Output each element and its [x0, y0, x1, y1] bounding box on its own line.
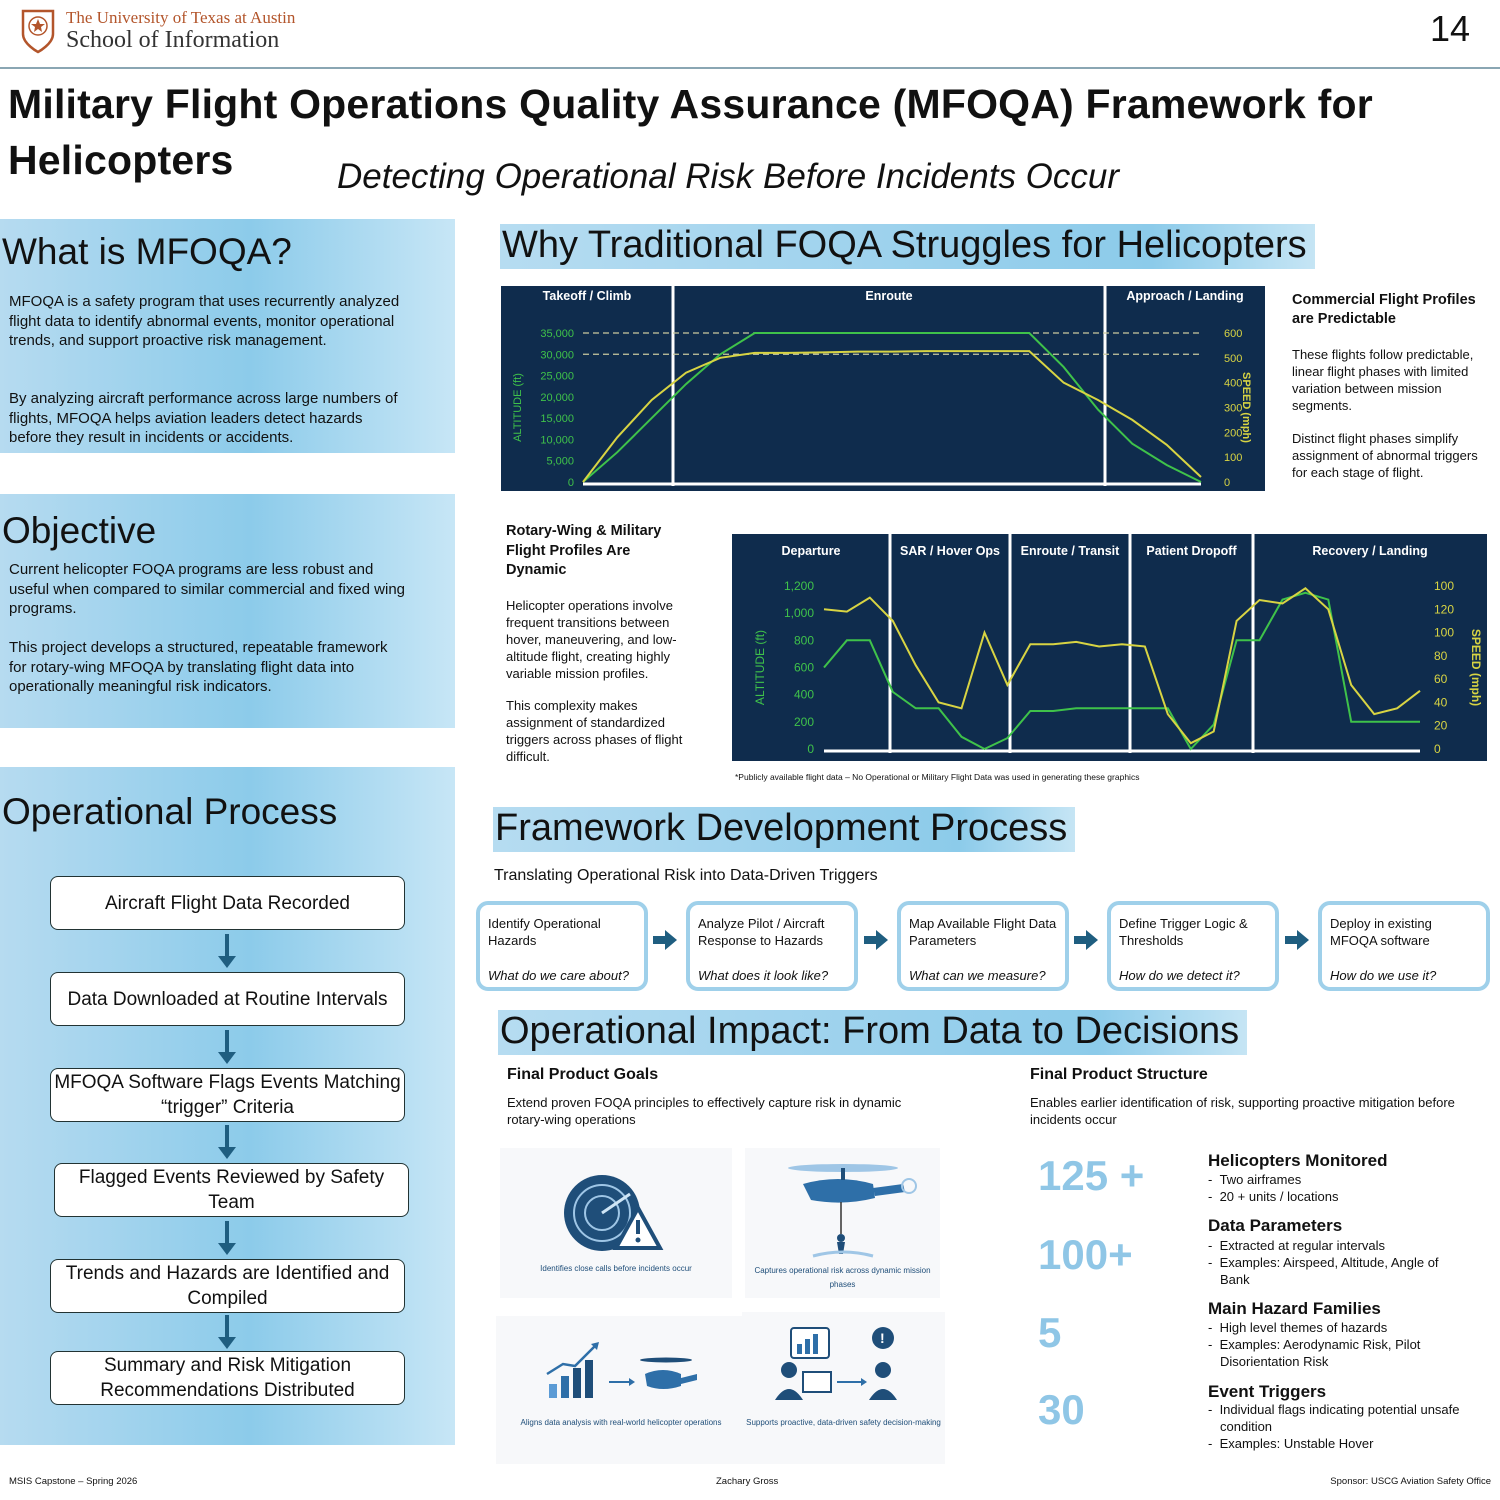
- stat-number: 5: [1038, 1309, 1062, 1356]
- framework-step: [686, 901, 858, 991]
- framework-step-question: How do we use it?: [1330, 968, 1437, 983]
- framework-step: [1107, 901, 1279, 991]
- y-tick-label: 35,000: [540, 328, 574, 340]
- framework-step-question: How do we detect it?: [1119, 968, 1240, 983]
- stat-item: - Extracted at regular intervals: [1208, 1238, 1386, 1253]
- structure-text: Enables earlier identification of risk, supporting proactive mitigation before incidents occur: [1030, 1095, 1455, 1127]
- y2-tick-label: 500: [1224, 352, 1243, 365]
- y2-tick-label: 40: [1434, 695, 1448, 710]
- stat-item: - 20 + units / locations: [1208, 1189, 1339, 1204]
- commercial-profile-paragraph-2: Distinct flight phases simplify assignment of abnormal triggers for each stage of flight.: [1292, 431, 1478, 480]
- stat-item: - Examples: Aerodynamic Risk, Pilot Disorientation Risk: [1208, 1337, 1421, 1369]
- what-is-panel: [0, 219, 455, 453]
- y-tick-label: 200: [793, 714, 814, 729]
- y-tick-label: 0: [807, 742, 814, 756]
- objective-paragraph-1: Current helicopter FOQA programs are less robust and useful when compared to similar commercial and fixed wing programs.: [9, 561, 406, 617]
- chart-background: [501, 286, 1265, 491]
- stat-title: Main Hazard Families: [1208, 1299, 1381, 1318]
- analyst-decision-icon: [767, 1324, 917, 1404]
- y2-tick-label: 0: [1224, 477, 1231, 489]
- y2-tick-label: 100: [1224, 452, 1243, 465]
- poster-subtitle: Detecting Operational Risk Before Incidents Occur: [337, 157, 1120, 196]
- process-step: Data Downloaded at Routine Intervals: [50, 972, 405, 1026]
- stat-list: [1208, 1237, 1468, 1288]
- objective-paragraph-2: This project develops a structured, repeatable framework for rotary-wing MFOQA by translating flight data into operationally meaningful risk indicators.: [9, 639, 388, 695]
- school-name: School of Information: [66, 27, 280, 53]
- y2-tick-label: 0: [1434, 742, 1441, 756]
- y-tick-label: 10,000: [540, 434, 574, 447]
- framework-step: [476, 901, 648, 991]
- y2-axis-label: SPEED (mph): [1469, 628, 1483, 707]
- what-is-heading: What is MFOQA?: [2, 231, 292, 272]
- right-arrow-icon: [1074, 928, 1098, 952]
- commercial-profile-title: Commercial Flight Profiles are Predictable: [1292, 292, 1476, 327]
- y2-tick-label: 200: [1224, 427, 1243, 440]
- impact-heading: Operational Impact: From Data to Decisions: [498, 1010, 1247, 1055]
- y2-tick-label: 400: [1224, 377, 1243, 390]
- operational-process-heading: Operational Process: [2, 791, 338, 832]
- right-arrow-icon: [1285, 928, 1309, 952]
- y2-tick-label: 20: [1434, 718, 1448, 733]
- y-tick-label: 800: [793, 633, 814, 648]
- card-caption: Supports proactive, data-driven safety decision-making: [746, 1418, 941, 1427]
- goals-text: Extend proven FOQA principles to effectively capture risk in dynamic rotary-wing operations: [507, 1095, 902, 1127]
- y2-tick-label: 100: [1434, 625, 1455, 640]
- goal-card: [500, 1148, 732, 1298]
- stat-number: 125 +: [1038, 1152, 1145, 1199]
- objective-heading: Objective: [2, 510, 157, 551]
- university-name: The University of Texas at Austin: [66, 8, 296, 27]
- down-arrow-icon: [215, 1030, 239, 1066]
- goal-card: [745, 1148, 940, 1298]
- helicopter-rescue-icon: [763, 1154, 923, 1262]
- framework-step-label: Identify Operational Hazards: [488, 916, 601, 948]
- y2-tick-label: 600: [1224, 328, 1243, 340]
- framework-heading: Framework Development Process: [493, 807, 1075, 852]
- ut-seal-logo: [20, 8, 56, 54]
- phase-label: Recovery / Landing: [1312, 544, 1428, 558]
- y-tick-label: 0: [567, 477, 574, 489]
- phase-label: Departure: [781, 544, 841, 558]
- process-step: Summary and Risk Mitigation Recommendations Distributed: [50, 1351, 405, 1405]
- framework-step-label: Map Available Flight Data Parameters: [909, 916, 1057, 948]
- commercial-flight-chart: [501, 286, 1265, 491]
- stat-number: 100+: [1038, 1231, 1133, 1278]
- footer-center: Zachary Gross: [716, 1476, 779, 1487]
- y2-tick-label: 80: [1434, 648, 1448, 663]
- what-is-paragraph-1: MFOQA is a safety program that uses recurrently analyzed flight data to identify abnormal events, monitor operational trends, and support proactive risk management.: [9, 293, 400, 349]
- framework-step-question: What can we measure?: [909, 968, 1046, 983]
- what-is-paragraph-2: By analyzing aircraft performance across large numbers of flights, MFOQA helps aviation leaders detect hazards before they result in incidents or accidents.: [9, 390, 398, 446]
- phase-label: Enroute: [865, 289, 913, 303]
- poster-title: Military Flight Operations Quality Assurance (MFOQA) Framework for Helicopters: [8, 81, 1373, 183]
- card-caption: Captures operational risk across dynamic mission phases: [754, 1266, 931, 1289]
- stat-item: - High level themes of hazards: [1208, 1320, 1388, 1335]
- stat-item: - Examples: Unstable Hover: [1208, 1436, 1374, 1451]
- down-arrow-icon: [215, 1221, 239, 1257]
- down-arrow-icon: [215, 1125, 239, 1161]
- footer-right: Sponsor: USCG Aviation Safety Office: [1330, 1476, 1491, 1487]
- process-step: MFOQA Software Flags Events Matching “trigger” Criteria: [50, 1068, 405, 1122]
- card-caption: Aligns data analysis with real-world helicopter operations: [520, 1418, 722, 1427]
- phase-label: Enroute / Transit: [1020, 544, 1120, 558]
- right-arrow-icon: [864, 928, 888, 952]
- goals-title: Final Product Goals: [507, 1066, 659, 1083]
- framework-step: [1318, 901, 1490, 991]
- header-divider: [0, 67, 1500, 69]
- stat-list: [1208, 1319, 1468, 1370]
- svg-text:!: !: [880, 1330, 885, 1346]
- phase-label: SAR / Hover Ops: [899, 544, 1001, 558]
- rotary-flight-chart: [732, 534, 1487, 761]
- stat-item: - Two airframes: [1208, 1172, 1302, 1187]
- right-arrow-icon: [653, 928, 677, 952]
- process-step: Flagged Events Reviewed by Safety Team: [54, 1163, 409, 1217]
- phase-label: Takeoff / Climb: [542, 289, 632, 303]
- y-tick-label: 1,000: [783, 606, 814, 621]
- stat-list: [1208, 1171, 1468, 1205]
- goal-card: [742, 1312, 945, 1464]
- y2-tick-label: 100: [1434, 579, 1455, 593]
- down-arrow-icon: [215, 934, 239, 970]
- y2-tick-label: 120: [1434, 602, 1455, 617]
- framework-step-question: What do we care about?: [488, 968, 629, 983]
- rotary-profile-paragraph-2: This complexity makes assignment of standardized triggers across phases of flight difficult.: [506, 698, 683, 764]
- page-number: 14: [1429, 8, 1470, 49]
- y-tick-label: 30,000: [540, 349, 574, 362]
- why-traditional-heading: Why Traditional FOQA Struggles for Helicopters: [500, 224, 1315, 269]
- y2-tick-label: 60: [1434, 672, 1448, 687]
- y-axis-label: ALTITUDE (ft): [512, 373, 524, 442]
- chart-helicopter-icon: [541, 1334, 701, 1404]
- y2-axis-label: SPEED (mph): [1240, 372, 1252, 443]
- process-step: Aircraft Flight Data Recorded: [50, 876, 405, 930]
- process-step: Trends and Hazards are Identified and Compiled: [50, 1259, 405, 1313]
- framework-subheading: Translating Operational Risk into Data-Driven Triggers: [494, 867, 878, 884]
- down-arrow-icon: [215, 1315, 239, 1351]
- goal-card: [496, 1316, 746, 1464]
- stat-item: - Examples: Airspeed, Altitude, Angle of Bank: [1208, 1255, 1439, 1287]
- stat-title: Data Parameters: [1208, 1216, 1343, 1235]
- stat-title: Event Triggers: [1208, 1382, 1327, 1401]
- y-tick-label: 5,000: [546, 455, 574, 468]
- framework-step-label: Define Trigger Logic & Thresholds: [1119, 916, 1248, 948]
- framework-step-question: What does it look like?: [698, 968, 829, 983]
- y-tick-label: 15,000: [540, 413, 574, 426]
- stat-list: [1208, 1401, 1468, 1452]
- y-tick-label: 25,000: [540, 370, 574, 383]
- y-tick-label: 1,200: [783, 579, 814, 593]
- rotary-profile-title: Rotary-Wing & Military Flight Profiles Are Dynamic: [506, 523, 662, 578]
- data-disclaimer: *Publicly available flight data – No Operational or Military Flight Data was used in generating these graphics: [735, 772, 1140, 782]
- y-tick-label: 600: [793, 660, 814, 675]
- y2-tick-label: 300: [1224, 402, 1243, 415]
- phase-label: Patient Dropoff: [1146, 544, 1237, 558]
- stat-number: 30: [1038, 1386, 1085, 1433]
- y-axis-label: ALTITUDE (ft): [753, 629, 767, 706]
- y-tick-label: 20,000: [540, 391, 574, 404]
- footer-left: MSIS Capstone – Spring 2026: [9, 1476, 138, 1487]
- card-caption: Identifies close calls before incidents occur: [540, 1264, 692, 1273]
- rotary-profile-paragraph-1: Helicopter operations involve frequent transitions between hover, maneuvering, and low-altitude flight, creating highly variable mission profiles.: [506, 598, 677, 681]
- framework-step-label: Deploy in existing MFOQA software: [1330, 916, 1432, 948]
- framework-step-label: Analyze Pilot / Aircraft Response to Hazards: [698, 916, 825, 948]
- radar-warning-icon: [560, 1168, 670, 1258]
- objective-panel: [0, 494, 455, 728]
- phase-label: Approach / Landing: [1126, 289, 1244, 303]
- chart-background: [732, 534, 1487, 761]
- stat-title: Helicopters Monitored: [1208, 1151, 1388, 1170]
- stat-item: - Individual flags indicating potential unsafe condition: [1208, 1402, 1460, 1434]
- framework-step: [897, 901, 1069, 991]
- y-tick-label: 400: [793, 687, 814, 702]
- structure-title: Final Product Structure: [1030, 1066, 1208, 1083]
- commercial-profile-paragraph-1: These flights follow predictable, linear flight phases with limited variation between mission segments.: [1292, 347, 1474, 413]
